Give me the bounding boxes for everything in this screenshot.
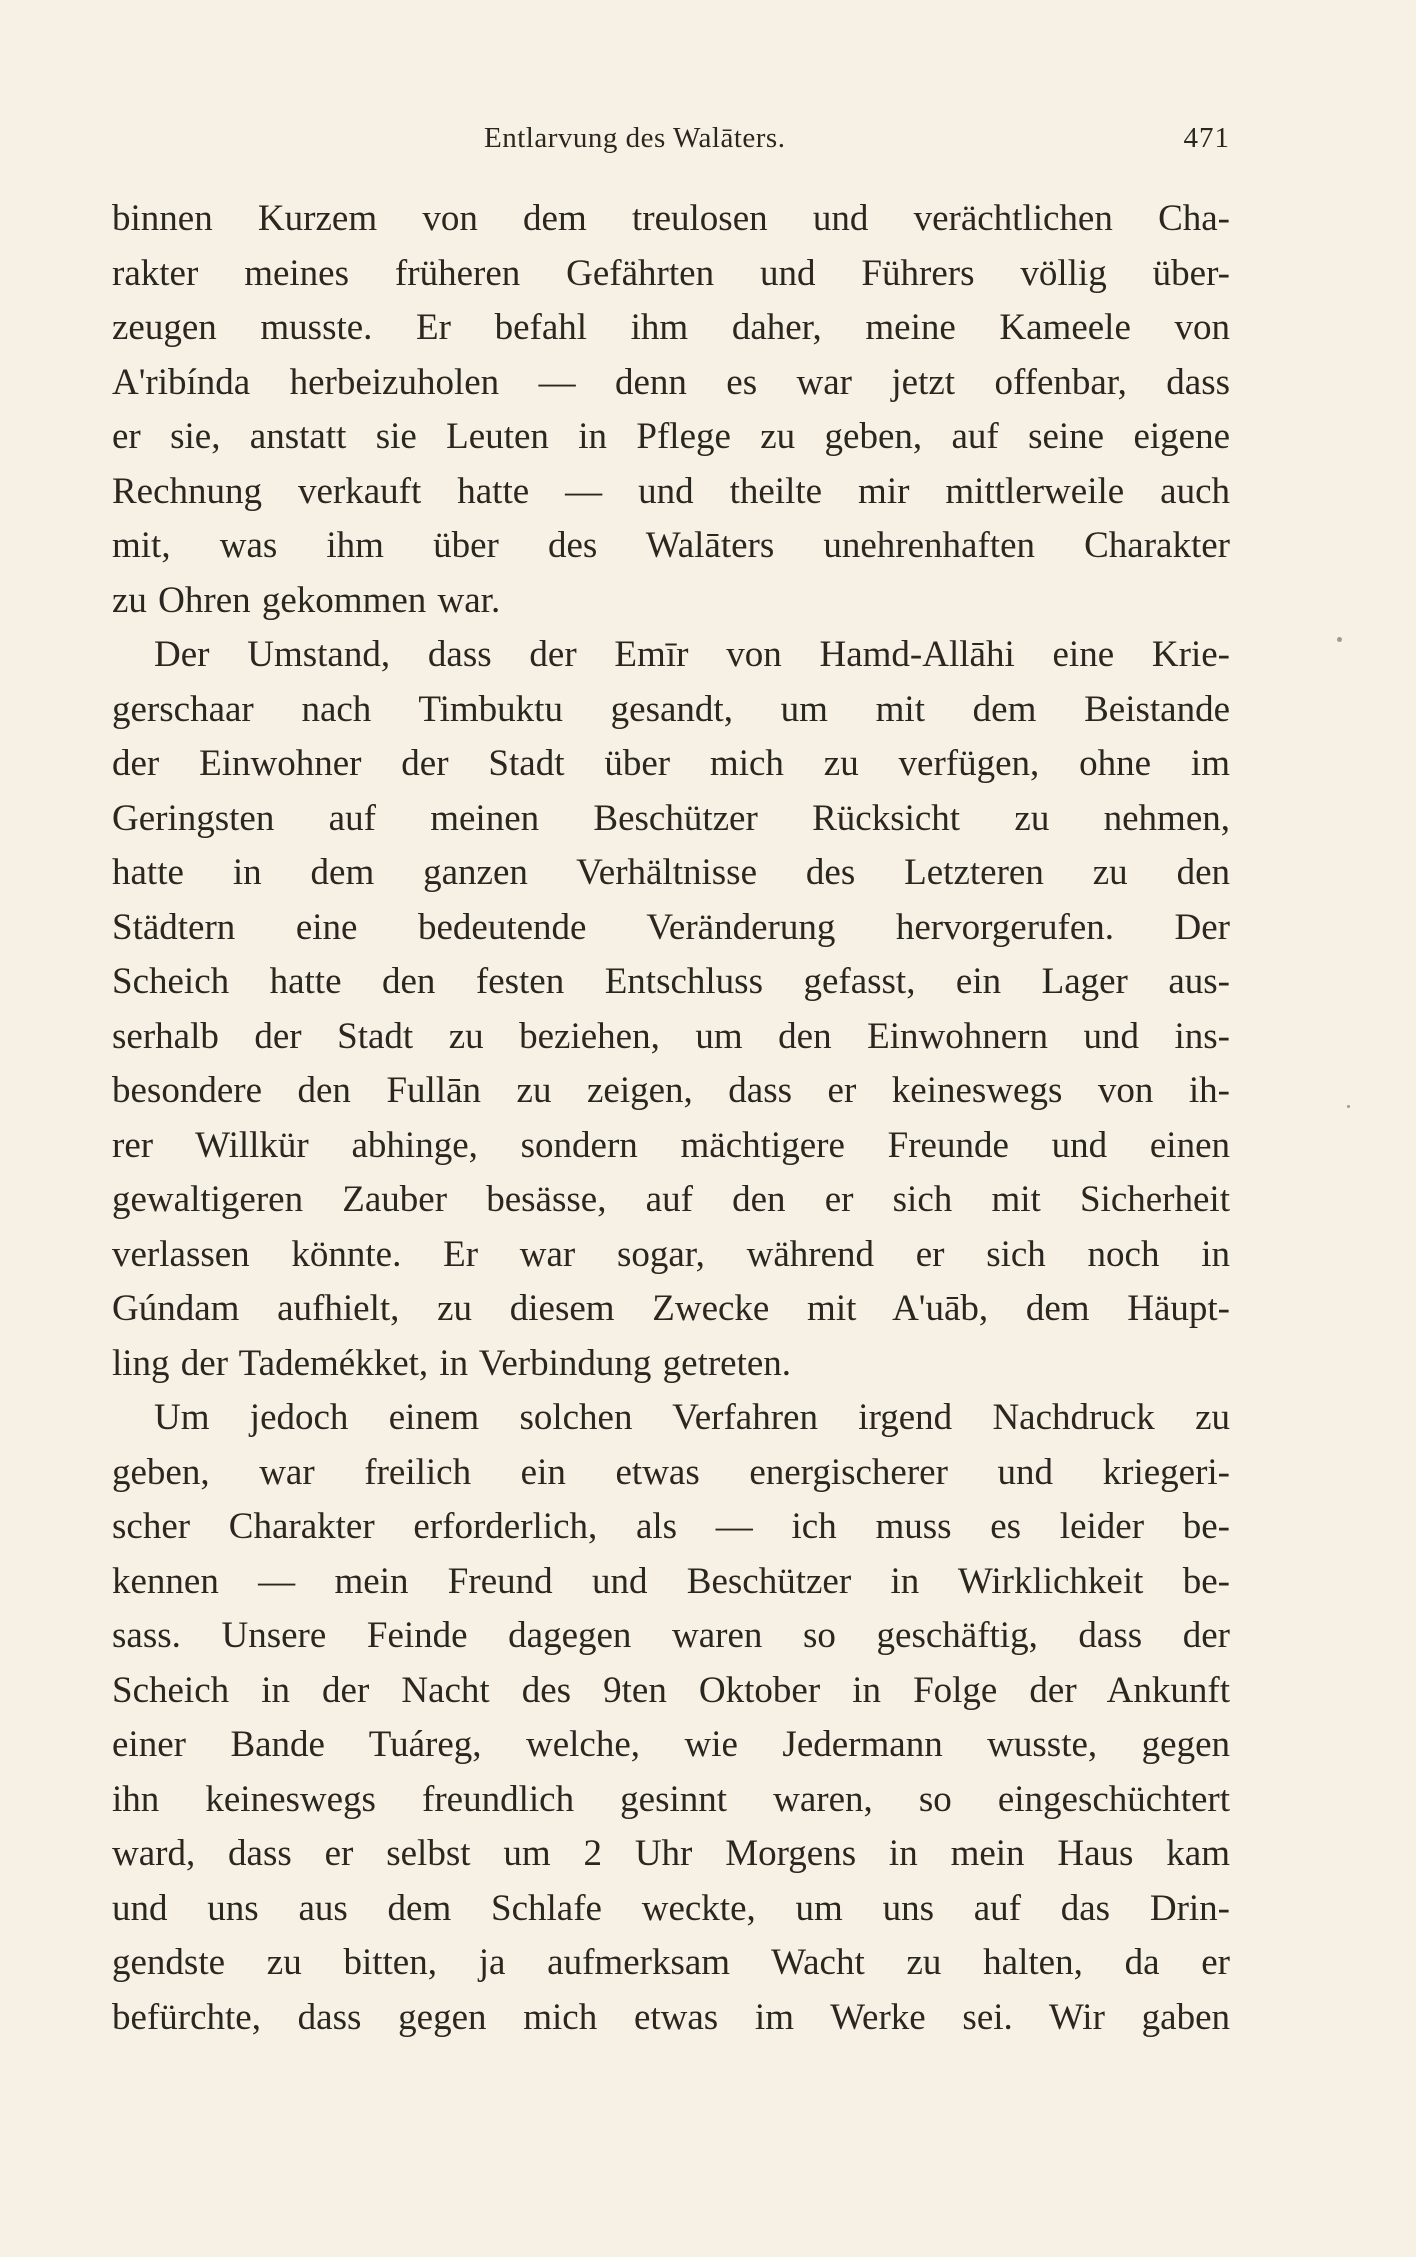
text-line: geben, war freilich ein etwas energischerer und kriegeri- [112,1451,1230,1493]
text-line: rer Willkür abhinge, sondern mächtigere Freunde und einen [112,1124,1230,1166]
text-line: verlassen könnte. Er war sogar, während er sich noch in [112,1233,1230,1275]
paragraph-start-line: Um jedoch einem solchen Verfahren irgend Nachdruck zu [154,1397,1230,1438]
text-line: ling der Tademékket, in Verbindung getreten. [112,1342,792,1384]
page-header [112,122,1230,168]
text-line: befürchte, dass gegen mich etwas im Werke sei. Wir gaben [112,1996,1230,2038]
text-line: zu Ohren gekommen war. [112,579,501,621]
text-line: er sie, anstatt sie Leuten in Pflege zu geben, auf seine eigene [112,416,1230,457]
text-line: Städtern eine bedeutende Veränderung hervorgerufen. Der [112,906,1230,948]
text-line: Scheich hatte den festen Entschluss gefasst, ein Lager aus- [112,961,1230,1002]
paper-speck [1347,1105,1350,1108]
paper-speck [1337,637,1342,642]
body-text [112,192,1230,2045]
text-line: sass. Unsere Feinde dagegen waren so geschäftig, dass der [112,1615,1230,1656]
text-line: Gúndam aufhielt, zu diesem Zwecke mit A'uāb, dem Häupt- [112,1288,1230,1329]
text-line: gerschaar nach Timbuktu gesandt, um mit dem Beistande [112,688,1230,730]
text-line: A'ribínda herbeizuholen — denn es war jetzt offenbar, dass [112,361,1230,403]
text-line: Rechnung verkauft hatte — und theilte mir mittlerweile auch [112,470,1230,512]
text-line: besondere den Fullān zu zeigen, dass er keineswegs von ih- [112,1070,1230,1111]
text-line: mit, was ihm über des Walāters unehrenhaften Charakter [112,525,1230,566]
paragraph-start-line: Der Umstand, dass der Emīr von Hamd-Allāhi eine Krie- [154,634,1230,675]
running-title: Entlarvung des Walāters. [484,122,786,154]
text-line: kennen — mein Freund und Beschützer in Wirklichkeit be- [112,1560,1230,1602]
text-line: gewaltigeren Zauber besässe, auf den er sich mit Sicherheit [112,1179,1230,1220]
text-line: gendste zu bitten, ja aufmerksam Wacht zu halten, da er [112,1942,1230,1983]
text-line: rakter meines früheren Gefährten und Führers völlig über- [112,252,1230,294]
text-line: serhalb der Stadt zu beziehen, um den Einwohnern und ins- [112,1015,1230,1057]
text-line: der Einwohner der Stadt über mich zu verfügen, ohne im [112,743,1230,784]
text-line: ward, dass er selbst um 2 Uhr Morgens in mein Haus kam [112,1833,1230,1874]
text-line: Scheich in der Nacht des 9ten Oktober in Folge der Ankunft [112,1669,1230,1711]
text-line: einer Bande Tuáreg, welche, wie Jedermann wusste, gegen [112,1724,1230,1765]
text-line: hatte in dem ganzen Verhältnisse des Letzteren zu den [112,852,1230,893]
text-line: Geringsten auf meinen Beschützer Rücksicht zu nehmen, [112,797,1230,839]
text-line: zeugen musste. Er befahl ihm daher, meine Kameele von [112,307,1230,348]
text-line: und uns aus dem Schlafe weckte, um uns auf das Drin- [112,1887,1230,1929]
text-line: scher Charakter erforderlich, als — ich muss es leider be- [112,1506,1230,1547]
text-line: ihn keineswegs freundlich gesinnt waren, so eingeschüchtert [112,1778,1230,1820]
page-number: 471 [1183,122,1230,154]
text-line: binnen Kurzem von dem treulosen und verächtlichen Cha- [112,198,1230,239]
